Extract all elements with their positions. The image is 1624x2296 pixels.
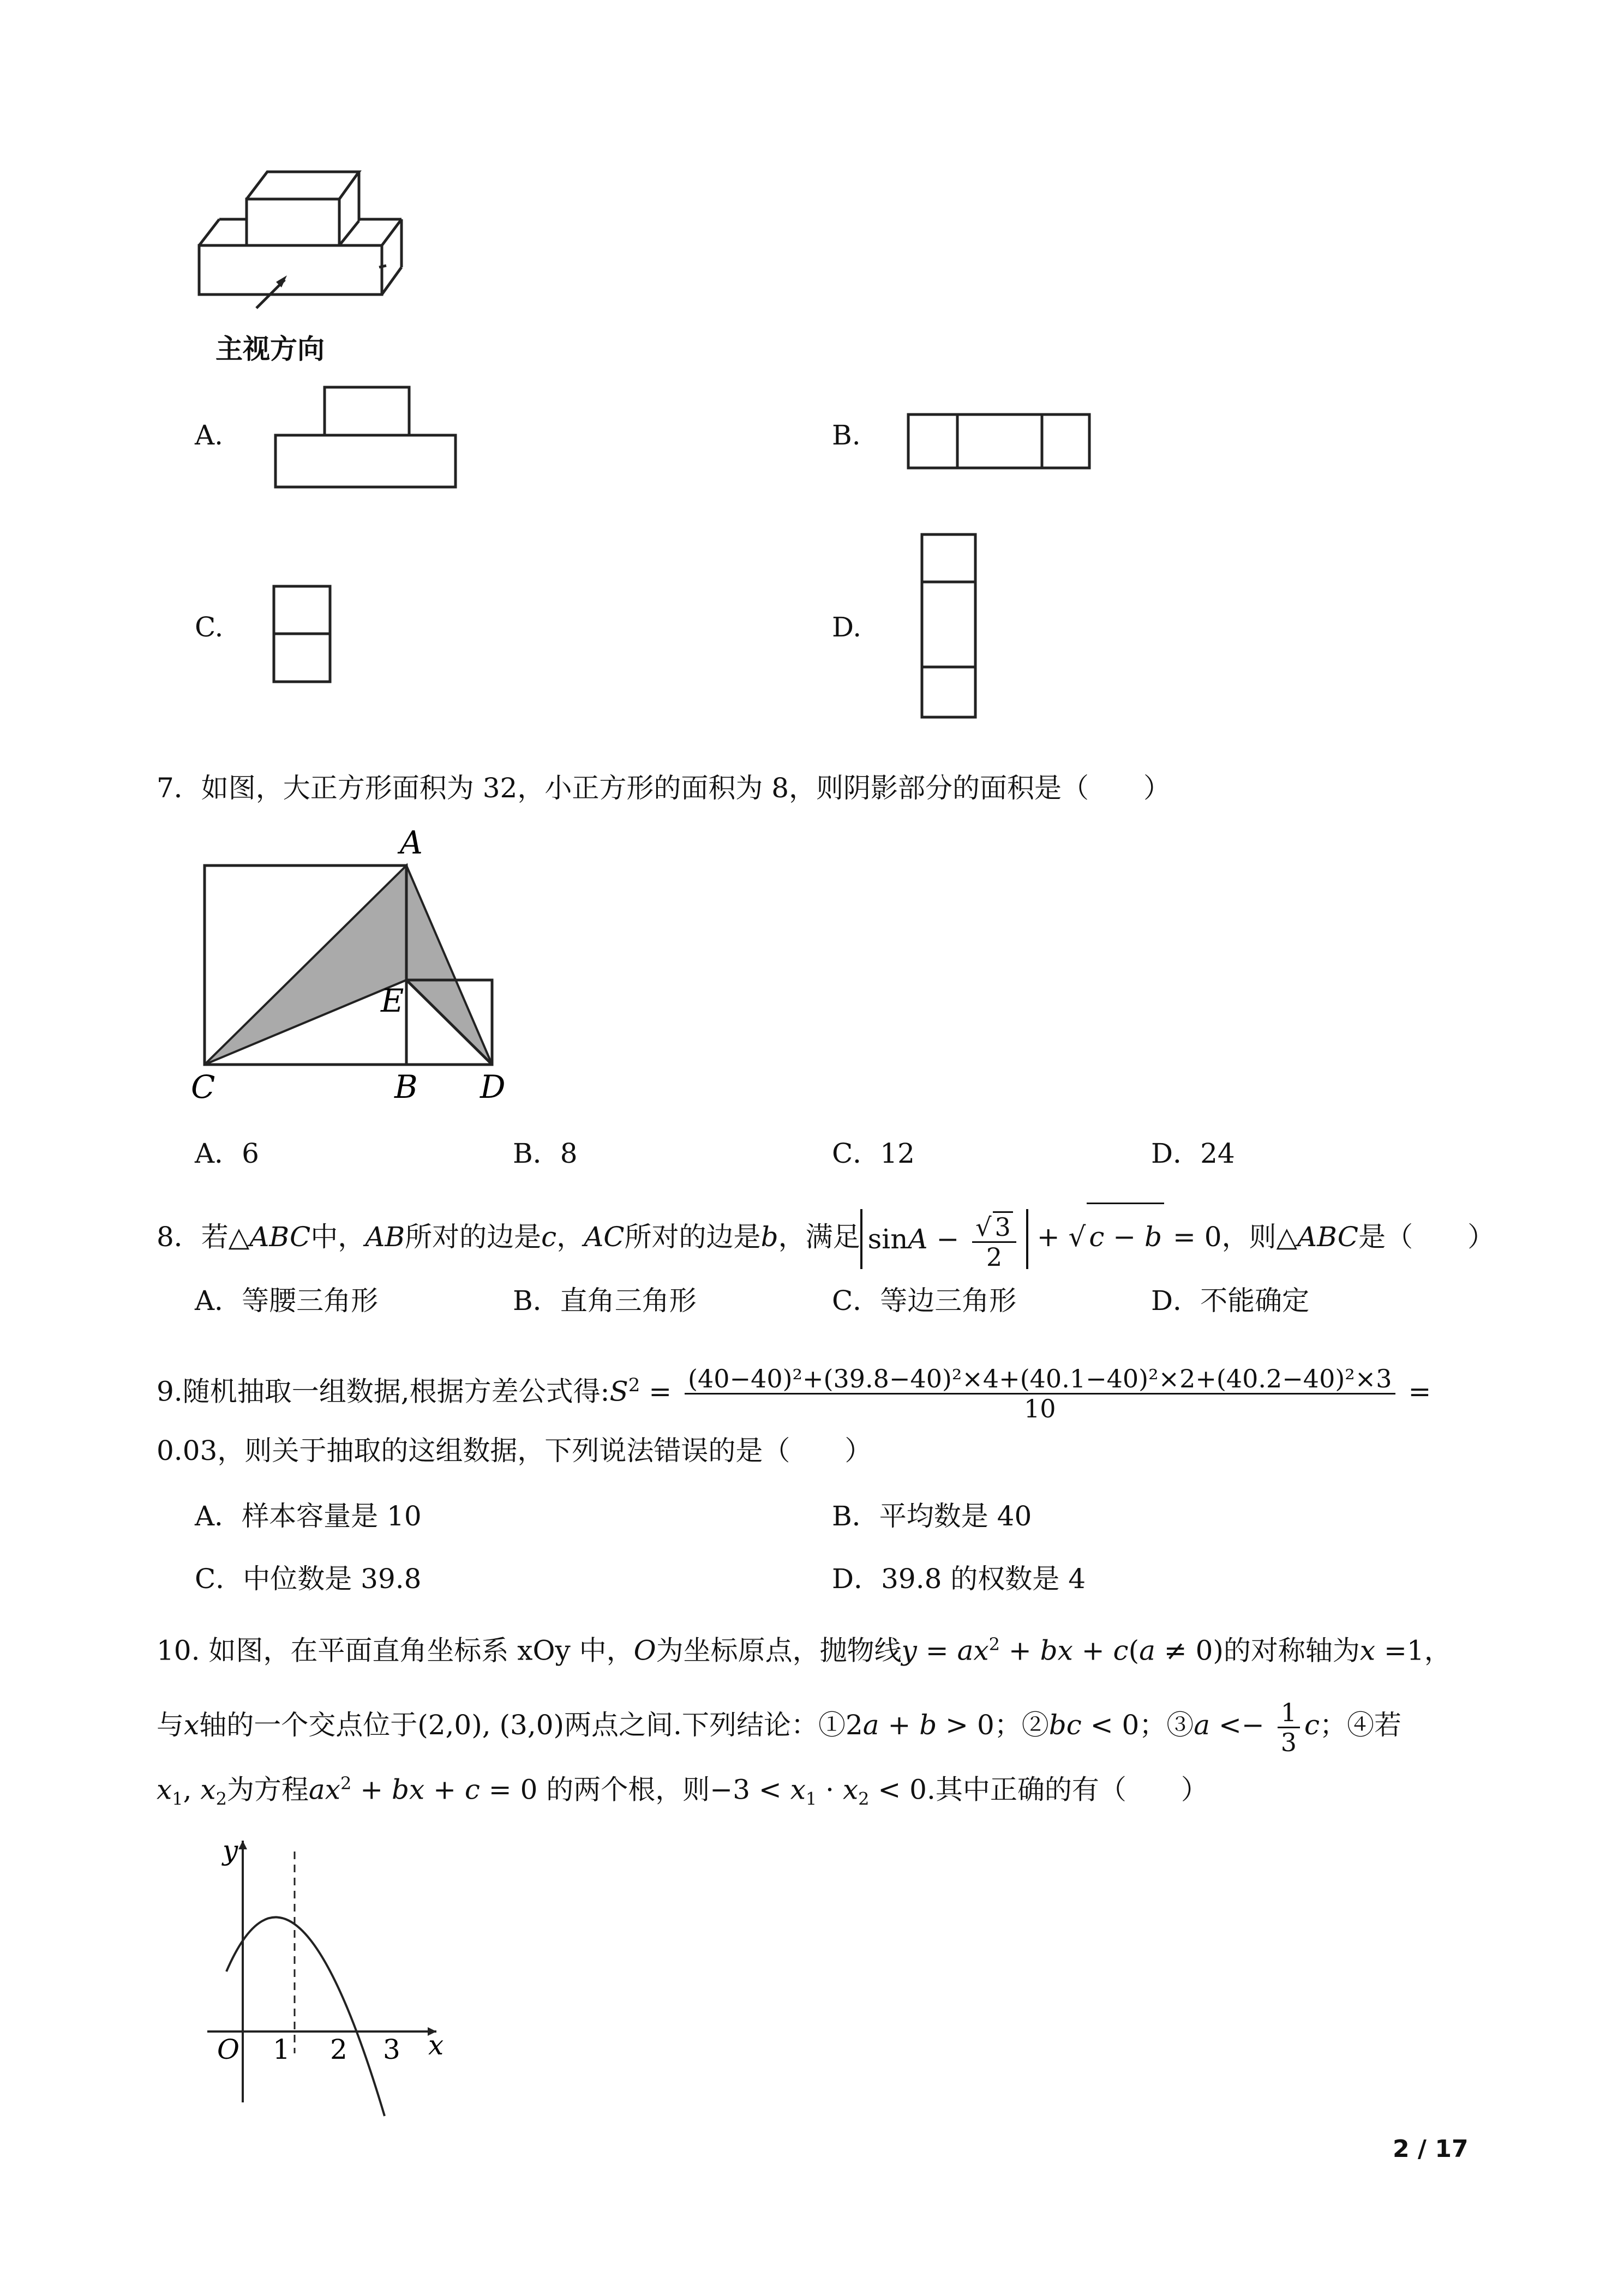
graph-tick-3: 3 bbox=[383, 2034, 400, 2065]
label-c: C bbox=[191, 1068, 215, 1105]
q9-option-a: A．样本容量是 10 bbox=[195, 1500, 422, 1532]
graph-y-label: y bbox=[223, 1835, 238, 1866]
q10-line2: 与x轴的一个交点位于(2,0), (3,0)两点之间.下列结论：①2a + b > 0；②bc < 0；③a <− $\frac{1}{3}$ c；④若 bbox=[157, 1697, 1401, 1757]
option-d-figure bbox=[919, 532, 979, 720]
label-d: D bbox=[480, 1068, 506, 1105]
option-c: C. bbox=[195, 611, 224, 643]
q7-option-a: A．6 bbox=[195, 1138, 259, 1169]
q9-option-b: B．平均数是 40 bbox=[832, 1500, 1032, 1532]
label-a: A bbox=[400, 826, 423, 861]
graph-origin-label: O bbox=[217, 2034, 239, 2065]
q7-option-b: B．8 bbox=[513, 1138, 578, 1169]
option-a: A. bbox=[195, 419, 224, 451]
q7-option-c: C．12 bbox=[832, 1138, 915, 1169]
graph-x-label: x bbox=[428, 2029, 444, 2061]
q8-option-b: B．直角三角形 bbox=[513, 1285, 697, 1317]
q9-stem-line1: 9.随机抽取一组数据,根据方差公式得$:S^2$ = $\frac{\text{(40−40)²+(39.8−40)²×4+(40.1−40)²×2+(40.2−40)²×3}}{10}$ = bbox=[157, 1364, 1431, 1424]
q10-line3: $x_1$, $x_2$为方程$ax^2$ + bx + c = 0 的两个根，则$-3 < x_1 \cdot x_2 < 0$.其中正确的有（ ） bbox=[157, 1773, 1208, 1810]
q9-option-d: D．39.8 的权数是 4 bbox=[832, 1563, 1086, 1595]
abs-expression: sinA − $\frac{√ 3}{2}$ bbox=[860, 1209, 1028, 1269]
label-e: E bbox=[381, 982, 404, 1019]
page-number: 2 / 17 bbox=[1393, 2135, 1469, 2163]
label-b: B bbox=[394, 1068, 418, 1105]
q10-line1: 10. 如图，在平面直角坐标系 xOy 中，O为坐标原点，抛物线$y = ax^2$ + bx + c(a ≠ 0)的对称轴为x =1， bbox=[157, 1634, 1452, 1667]
option-c-figure bbox=[271, 584, 334, 684]
q7-stem: 7．如图，大正方形面积为 32，小正方形的面积为 8，则阴影部分的面积是（ ） bbox=[157, 772, 1171, 804]
parabola-graph bbox=[196, 1835, 458, 2119]
q8-option-c: C．等边三角形 bbox=[832, 1285, 1017, 1317]
option-b: B. bbox=[832, 419, 861, 451]
q8-stem: 8．若△ABC中，AB所对的边是c，AC所对的边是b，满足 sinA − $\frac{√ 3}{2}$ + √ c − b = 0，则△ABC是（ ） bbox=[157, 1203, 1495, 1268]
q7-option-d: D．24 bbox=[1151, 1138, 1235, 1169]
option-a-figure bbox=[273, 384, 461, 491]
q8-option-a: A．等腰三角形 bbox=[195, 1285, 379, 1317]
option-d: D. bbox=[832, 611, 862, 643]
figure-caption: 主视方向 bbox=[215, 333, 325, 365]
graph-tick-2: 2 bbox=[330, 2034, 347, 2065]
q8-option-d: D．不能确定 bbox=[1151, 1285, 1310, 1317]
q7-figure bbox=[185, 826, 546, 1110]
q9-option-c: C．中位数是 39.8 bbox=[195, 1563, 422, 1595]
option-b-figure bbox=[906, 412, 1094, 472]
graph-tick-1: 1 bbox=[273, 2034, 290, 2065]
q9-stem-line2: 0.03，则关于抽取的这组数据，下列说法错误的是（ ） bbox=[157, 1435, 872, 1466]
